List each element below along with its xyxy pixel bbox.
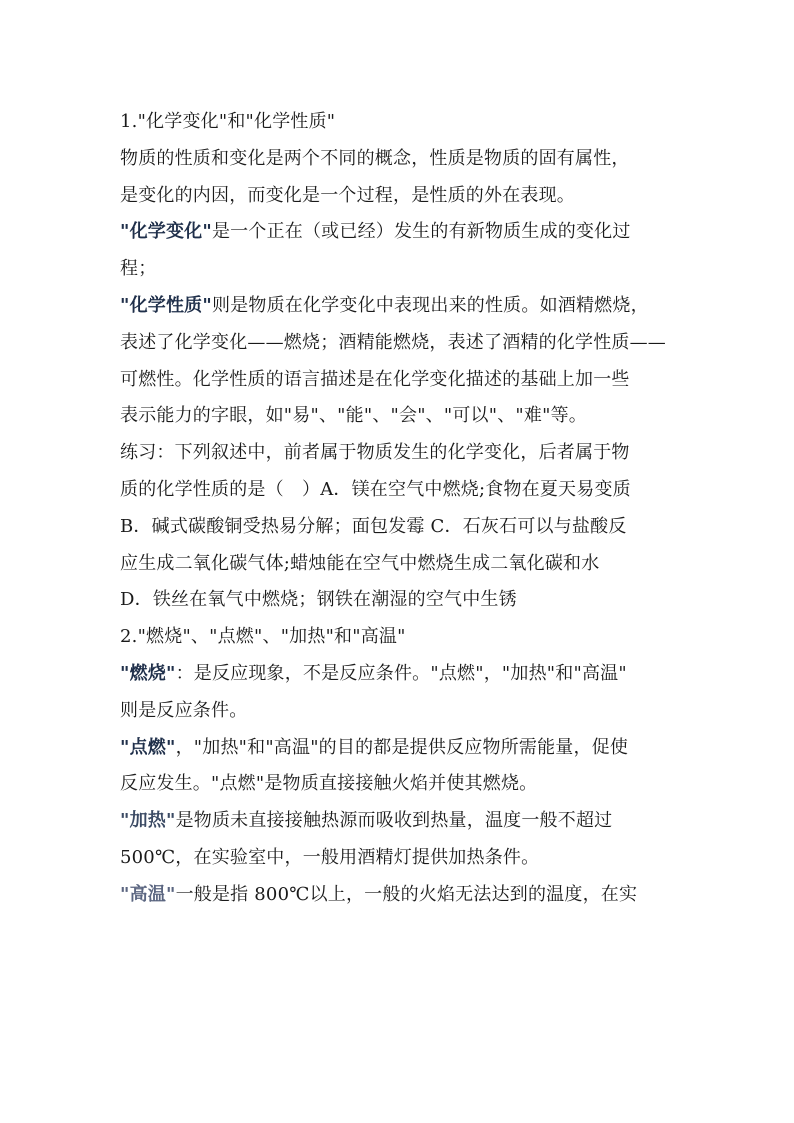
section-heading-1: 1."化学变化"和"化学性质" [120,111,336,132]
term-high-temperature: "高温" [120,883,176,905]
term-chemical-change: "化学变化" [120,221,212,243]
paragraph-line: 可燃性。化学性质的语言描述是在化学变化描述的基础上加一些 [120,368,630,390]
exercise-line: 练习：下列叙述中，前者属于物质发生的化学变化，后者属于物 [120,442,630,464]
paragraph-line [120,803,680,840]
paragraph-line [120,656,680,693]
paragraph-line: 是变化的内因，而变化是一个过程，是性质的外在表现。 [120,184,575,206]
term-chemical-property: "化学性质" [120,294,212,316]
paragraph-line: 物质的性质和变化是两个不同的概念，性质是物质的固有属性， [120,147,630,169]
paragraph-line: 程； [120,258,157,280]
paragraph-line [120,730,680,767]
paragraph-line: 500℃，在实验室中，一般用酒精灯提供加热条件。 [120,846,540,868]
paragraph-line [120,877,680,914]
exercise-line: D．铁丝在氧气中燃烧；钢铁在潮湿的空气中生锈 [120,589,517,611]
paragraph-line: 表述了化学变化——燃烧；酒精能燃烧，表述了酒精的化学性质—— [120,331,666,353]
term-ignition: "点燃" [120,736,176,758]
paragraph-text: ，"加热"和"高温"的目的都是提供反应物所需能量，促使 [175,736,629,758]
paragraph-text: 一般是指 800℃以上，一般的火焰无法达到的温度，在实 [175,883,638,905]
exercise-line: B．碱式碳酸铜受热易分解；面包发霉 C．石灰石可以与盐酸反 [120,515,627,537]
term-combustion: "燃烧" [120,662,176,684]
exercise-line: 质的化学性质的是（ ）A．镁在空气中燃烧;食物在夏天易变质 [120,478,631,500]
paragraph-line: 则是反应条件。 [120,699,248,721]
paragraph-text: 是一个正在（或已经）发生的有新物质生成的变化过 [211,221,631,243]
paragraph-line [120,288,680,325]
exercise-line: 应生成二氧化碳气体;蜡烛能在空气中燃烧生成二氧化碳和水 [120,552,600,574]
paragraph-line: 表示能力的字眼，如"易"、"能"、"会"、"可以"、"难"等。 [120,405,587,427]
document-body [120,104,680,914]
paragraph-line [120,214,680,251]
section-heading-2: 2."燃烧"、"点燃"、"加热"和"高温" [120,626,406,648]
paragraph-text: ：是反应现象，不是反应条件。"点燃"，"加热"和"高温" [175,662,627,684]
paragraph-line: 反应发生。"点燃"是物质直接接触火焰并使其燃烧。 [120,773,538,795]
paragraph-text: 是物质未直接接触热源而吸收到热量，温度一般不超过 [175,810,613,832]
term-heating: "加热" [120,810,176,832]
paragraph-text: 则是物质在化学变化中表现出来的性质。如酒精燃烧， [211,294,649,316]
